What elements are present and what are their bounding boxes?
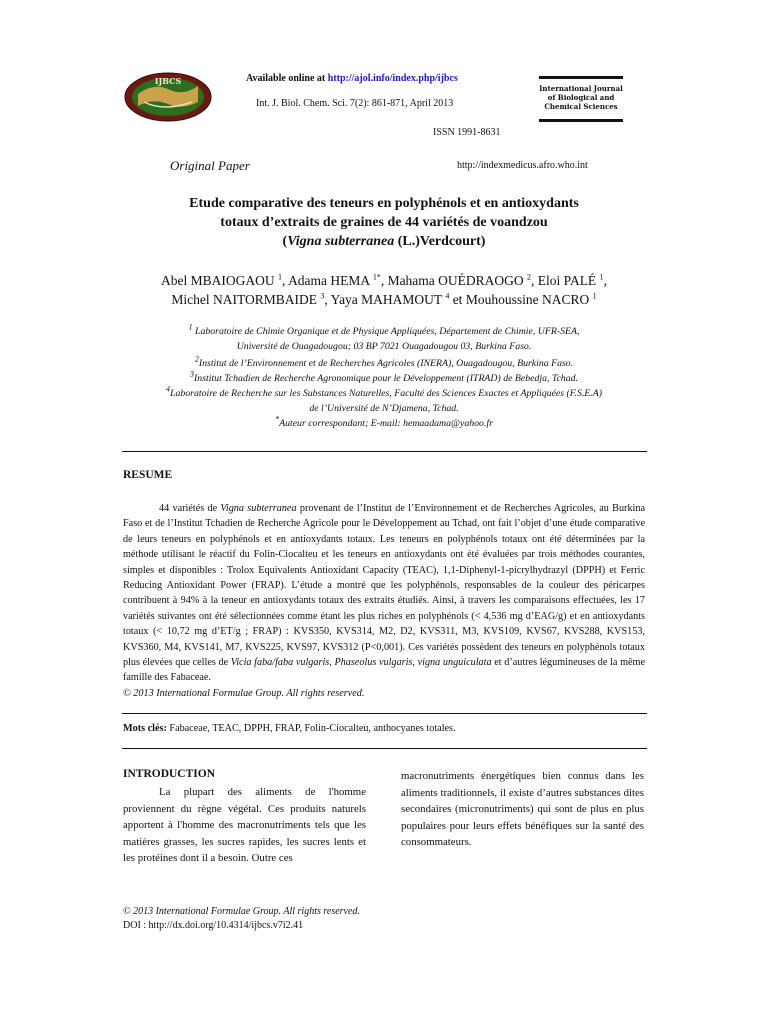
- journal-box-bottom-rule: [539, 119, 623, 122]
- corresponding-author: [0, 416, 768, 431]
- divider-bottom: [122, 748, 647, 749]
- journal-name-box: [539, 76, 623, 122]
- title-authority: (L.)Verdcourt): [394, 234, 486, 249]
- abstract: [123, 501, 645, 701]
- corresponding-mark: *: [275, 414, 280, 424]
- issn: ISSN 1991-8631: [433, 127, 501, 138]
- title-paren: (: [282, 234, 288, 249]
- author-separator: et: [449, 292, 466, 307]
- author-name: Abel MBAIOGAOU: [161, 273, 279, 288]
- affiliation-3: [0, 371, 768, 386]
- affiliation-2: [0, 356, 768, 371]
- author-name: Eloi PALÉ: [537, 273, 600, 288]
- author-separator: ,: [531, 273, 538, 288]
- intro-column-2: [401, 768, 644, 851]
- author-separator: ,: [324, 292, 331, 307]
- title-line-3: [0, 233, 768, 251]
- abstract-species-1: Vigna subterranea: [220, 503, 297, 514]
- introduction-heading: INTRODUCTION: [123, 768, 216, 780]
- availability-line: [246, 73, 458, 84]
- author-separator: ,: [282, 273, 289, 288]
- abstract-part-c: ,: [329, 657, 335, 669]
- keywords: [123, 723, 456, 734]
- journal-logo: [124, 72, 212, 122]
- author-affiliation-mark: 3: [320, 291, 325, 301]
- logo-text: IJBCS: [154, 76, 182, 86]
- author-separator: ,: [380, 273, 388, 288]
- affiliation-4-text: Laboratoire de Recherche sur les Substances Naturelles, Faculté des Sciences Exactes et Appliquées (F.S.E.A): [170, 388, 602, 399]
- author-affiliation-mark: 1: [592, 291, 597, 301]
- author-name: Michel NAITORMBAIDE: [171, 292, 321, 307]
- affiliation-1: [0, 324, 768, 339]
- author-affiliation-mark: 1: [599, 272, 604, 282]
- journal-name-line2: of Biological and: [547, 93, 615, 102]
- abstract-part-e: et d’autres légumineuses de la même famille des Fabaceae.: [123, 657, 645, 684]
- abstract-part-d: ,: [412, 657, 418, 669]
- affiliation-1-cont: Université de Ouagadougou; 03 BP 7021 Ouagadougou 03, Burkina Faso.: [236, 341, 532, 352]
- title-line-2: totaux d’extraits de graines de 44 variétés de voandzou: [220, 215, 548, 230]
- resume-heading: RESUME: [123, 469, 173, 481]
- divider-middle: [122, 713, 647, 714]
- footer-copyright: © 2013 International Formulae Group. All rights reserved.: [123, 906, 360, 917]
- author-affiliation-mark: 2: [527, 272, 532, 282]
- title-line-1: Etude comparative des teneurs en polyphénols et en antioxydants: [189, 196, 579, 211]
- affiliation-3-number: 3: [190, 369, 195, 379]
- affiliation-4-number: 4: [166, 384, 171, 394]
- author-affiliation-mark: 1: [278, 272, 283, 282]
- affiliation-3-text: Institut Tchadien de Recherche Agronomique pour le Développement (ITRAD) de Bebedja, Tchad.: [194, 373, 578, 384]
- abstract-species-3: Phaseolus vulgaris: [334, 657, 413, 669]
- keywords-label: Mots clés:: [123, 723, 167, 734]
- author-affiliation-mark: 1*: [372, 272, 381, 282]
- author-name: Adama HEMA: [288, 273, 373, 288]
- abstract-species-2: Vicia faba/faba vulgaris: [230, 657, 330, 669]
- author-name: Yaya MAHAMOUT: [330, 292, 446, 307]
- keywords-text: Fabaceae, TEAC, DPPH, FRAP, Folin-Ciocalteu, anthocyanes totales.: [166, 723, 456, 734]
- abstract-paragraph: [123, 501, 645, 686]
- author-name: Mouhoussine NACRO: [465, 292, 593, 307]
- affiliation-1-text: Laboratoire de Chimie Organique et de Physique Appliquées, Département de Chimie, UFR-SEA,: [192, 326, 580, 337]
- affiliation-2-number: 2: [194, 354, 199, 364]
- available-prefix: Available online at: [246, 73, 328, 84]
- journal-name-line3: Chemical Sciences: [544, 102, 618, 111]
- authors-line-1: [0, 271, 768, 290]
- corresponding-author-text: Auteur correspondant; E-mail: hemaadama@yahoo.fr: [279, 418, 493, 429]
- intro-column-1: [123, 784, 366, 867]
- journal-name: [539, 84, 623, 111]
- divider-top: [122, 451, 647, 452]
- abstract-part-b: provenant de l’Institut de l’Environnement et de Recherches Agricoles, au Burkina Faso et de l’Institut Tchadien de Recherche Agricole pour le Développement au Tchad, ont fait l’objet d’une étude comparative de leurs teneurs en polyphénols et en antioxydants totaux. Les teneurs en polyphénols totaux ont été déterminées par la méthode utilisant le réactif du Folin-Ciocalteu et les teneurs en antioxydants ont été évaluées par trois méthodes courantes, simples et disponibles : Trolox Equivalents Antioxidant Capacity (TEAC), 1,1-Diphenyl-1-picrylhydrazyl (DPPH) et Ferric Reducing Antioxidant Power (FRAP). L’étude a montré que les polyphénols, responsables de la couleur des péricarpes contribuent à 94% à la teneur en antioxydants totaux des extraits étudiés. Ainsi, à travers les comparaisons effectuées, les 17 variétés suivantes ont été sélectionnées comme étant les plus riches en polyphénols (< 4,536 mg d’EAG/g) et en antioxydants totaux (< 10,72 mg d’ET/g ; FRAP) : KVS350, KVS314, M2, D2, KVS311, M3, KVS109, KVS67, KVS288, KVS153, KVS360, M4, KVS141, M7, KVS225, KVS97, KVS312 (P<0,001). Ces variétés possèdent des teneurs en polyphénols totaux plus élevées que celles de: [123, 503, 645, 669]
- footer-doi[interactable]: DOI : http://dx.doi.org/10.4314/ijbcs.v7i2.41: [123, 920, 304, 931]
- citation: Int. J. Biol. Chem. Sci. 7(2): 861-871, April 2013: [256, 98, 454, 109]
- intro-paragraph-2: macronutriments énergétiques bien connus dans les aliments traditionnels, il existe d’autres substances dites secondaires (micronutriments) qui sont de plus en plus populaires pour leurs effets bénéfiques sur la santé des consommateurs.: [401, 770, 644, 848]
- affiliation-4: [0, 386, 768, 401]
- abstract-species-4: vigna unguiculata: [417, 657, 492, 669]
- paper-type: Original Paper: [170, 158, 250, 173]
- authors-line-2: [0, 290, 768, 309]
- journal-box-top-rule: [539, 76, 623, 79]
- intro-paragraph-1: La plupart des aliments de l'homme proviennent du règne végétal. Ces produits naturels apportent à l'homme des macronutriments tels que les matières grasses, les sucres rapides, les sucres lents et les protéines dont il a besoin. Outre ces: [123, 786, 366, 864]
- journal-url-link[interactable]: http://ajol.info/index.php/ijbcs: [327, 73, 458, 84]
- affiliation-2-text: Institut de l’Environnement et de Recherches Agricoles (INERA), Ouagadougou, Burkina Faso.: [198, 358, 574, 369]
- affiliation-4-cont: de l’Université de N’Djamena, Tchad.: [309, 403, 459, 414]
- author-affiliation-mark: 4: [445, 291, 450, 301]
- journal-name-line1: International Journal: [539, 84, 623, 93]
- affiliation-1-number: 1: [188, 322, 193, 332]
- title-species: Vigna subterranea: [287, 234, 395, 249]
- index-url-link[interactable]: http://indexmedicus.afro.who.int: [457, 160, 588, 171]
- abstract-part-a: 44 variétés de: [159, 503, 221, 514]
- author-name: Mahama OUÉDRAOGO: [387, 273, 528, 288]
- author-separator: ,: [603, 273, 607, 288]
- abstract-copyright: © 2013 International Formulae Group. All rights reserved.: [123, 687, 365, 699]
